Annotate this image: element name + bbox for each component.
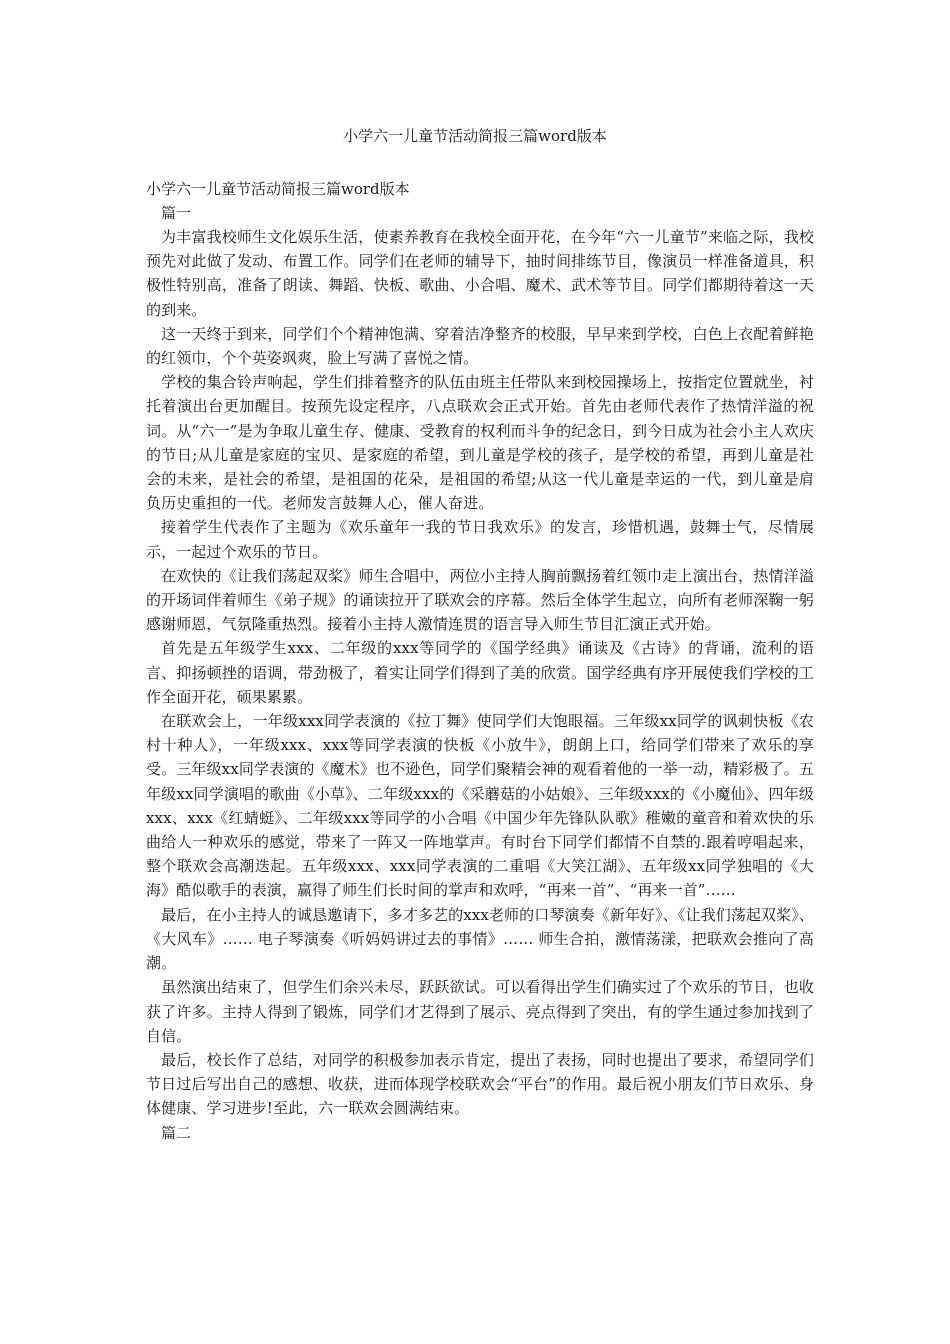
section-label-1: 篇一 <box>161 204 192 222</box>
paragraph: 虽然演出结束了，但学生们余兴未尽，跃跃欲试。可以看得出学生们确实过了个欢乐的节日，也收获了许多。主持人得到了锻炼，同学们才艺得到了展示、亮点得到了突出，有的学生通过参加找到了自信。 <box>146 978 814 1045</box>
paragraph: 最后，校长作了总结，对同学的积极参加表示肯定，提出了表扬，同时也提出了要求，希望同学们节日过后写出自己的感想、收获，进而体现学校联欢会“平台”的作用。最后祝小朋友们节日欢乐、身体健康、学习进步!至此，六一联欢会圆满结束。 <box>146 1050 814 1118</box>
paragraph: 接着学生代表作了主题为《欢乐童年一我的节日我欢乐》的发言，珍惜机遇，鼓舞士气，尽情展示，一起过个欢乐的节日。 <box>146 518 814 561</box>
document-body <box>146 177 814 1145</box>
paragraph: 在联欢会上，一年级xxx同学表演的《拉丁舞》使同学们大饱眼福。三年级xx同学的讽刺快板《农村十种人》，一年级xxx、xxx等同学表演的快板《小放牛》，朗朗上口，给同学们带来了欢乐的享受。三年级xx同学表演的《魔术》也不逊色，同学们聚精会神的观看着他的一举一动，精彩极了。五年级xx同学演唱的歌曲《小草》、二年级xxx的《采蘑菇的小姑娘》、三年级xxx的《小魔仙》、四年级xxx、xxx《红蜻蜓》、二年级xxx等同学的小合唱《中国少年先锋队队歌》稚嫩的童音和着欢快的乐曲给人一种欢乐的感觉，带来了一阵又一阵地掌声。有时台下同学们都情不自禁的.跟着哼唱起来，整个联欢会高潮迭起。五年级xxx、xxx同学表演的二重唱《大笑江湖》、五年级xx同学独唱的《大海》酷似歌手的表演，赢得了师生们长时间的掌声和欢呼，“再来一首”、“再来一首”…… <box>146 712 814 900</box>
paragraph: 最后，在小主持人的诚恳邀请下，多才多艺的xxx老师的口琴演奏《新年好》、《让我们荡起双桨》、《大风车》…… 电子琴演奏《听妈妈讲过去的事情》…… 师生合拍，激情荡漾，把联欢会推向了高潮。 <box>146 905 814 973</box>
paragraph: 首先是五年级学生xxx、二年级的xxx等同学的《国学经典》诵读及《古诗》的背诵，流利的语言、抑扬顿挫的语调，带劲极了，着实让同学们得到了美的欣赏。国学经典有序开展使我们学校的工作全面开花，硕果累累。 <box>146 639 814 706</box>
page-title: 小学六一儿童节活动简报三篇word版本 <box>343 127 607 145</box>
paragraph: 在欢快的《让我们荡起双桨》师生合唱中，两位小主持人胸前飘扬着红领巾走上演出台，热情洋溢的开场词伴着师生《弟子规》的诵读拉开了联欢会的序幕。然后全体学生起立，向所有老师深鞠一躬感谢师恩，气氛隆重热烈。接着小主持人激情连贯的语言导入师生节目汇演正式开始。 <box>146 566 814 634</box>
paragraph: 为丰富我校师生文化娱乐生活，使素养教育在我校全面开花，在今年“六一儿童节”来临之际，我校预先对此做了发动、布置工作。同学们在老师的辅导下，抽时间排练节目，像演员一样准备道具，积极性特别高，准备了朗读、舞蹈、快板、歌曲、小合唱、魔术、武术等节目。同学们都期待着这一天的到来。 <box>146 228 814 319</box>
paragraph: 这一天终于到来，同学们个个精神饱满、穿着洁净整齐的校服，早早来到学校，白色上衣配着鲜艳的红领巾，个个英姿飒爽，脸上写满了喜悦之情。 <box>146 324 814 368</box>
section-label-2: 篇二 <box>161 1123 192 1142</box>
paragraph: 学校的集合铃声响起，学生们排着整齐的队伍由班主任带队来到校园操场上，按指定位置就坐，衬托着演出台更加醒目。按预先设定程序，八点联欢会正式开始。首先由老师代表作了热情洋溢的祝词。从“六一”是为争取儿童生存、健康、受教育的权利而斗争的纪念日，到今日成为社会小主人欢庆的节日;从儿童是家庭的宝贝、是家庭的希望，到儿童是学校的孩子，是学校的希望，再到儿童是社会的未来，是社会的希望，是祖国的花朵，是祖国的希望;从这一代儿童是幸运的一代，到儿童是肩负历史重担的一代。老师发言鼓舞人心，催人奋进。 <box>146 373 814 513</box>
document-subtitle: 小学六一儿童节活动简报三篇word版本 <box>146 180 410 198</box>
